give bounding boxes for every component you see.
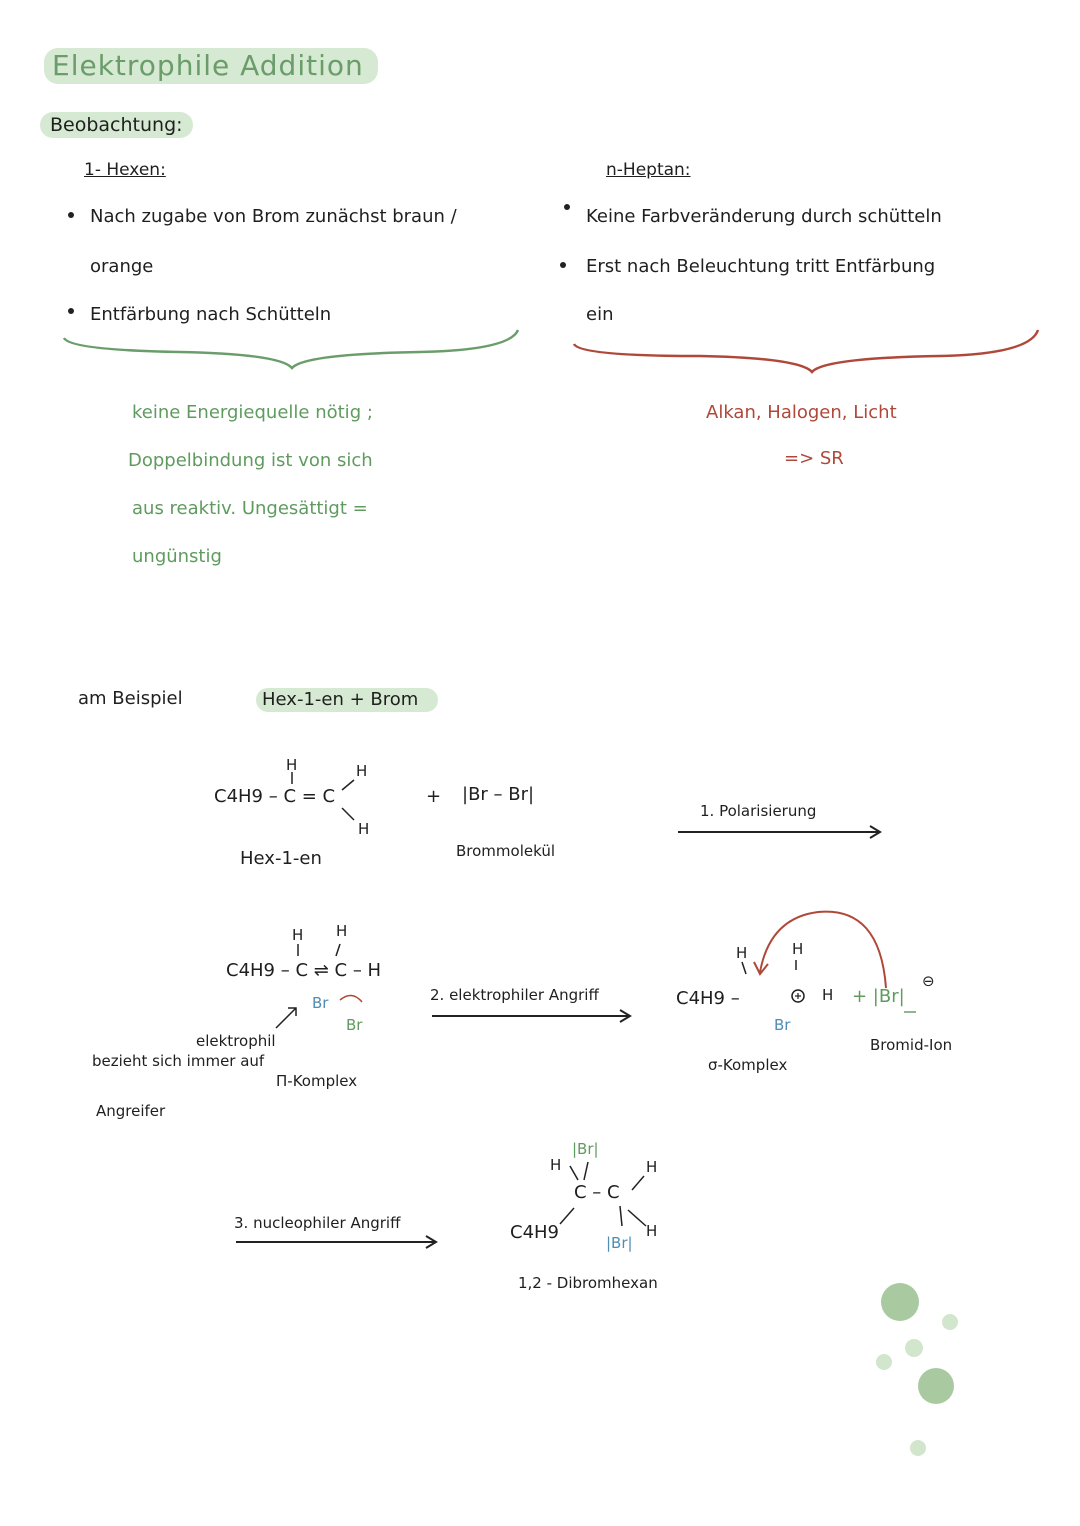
heptane-observation-3: ein	[586, 304, 614, 325]
electrophile-label: elektrophil	[196, 1032, 276, 1050]
heptane-observation-2: Erst nach Beleuchtung tritt Entfärbung	[586, 256, 936, 277]
decorative-dots	[876, 1283, 958, 1456]
product-bromine-top: |Br|	[572, 1140, 599, 1158]
step-1-label: 1. Polarisierung	[700, 802, 817, 820]
bromide-charge: ⊖	[922, 972, 935, 990]
hexene-h-lower: H	[358, 820, 370, 838]
hexene-formula: C4H9 – C = C	[214, 786, 336, 807]
bromide-name: Bromid-Ion	[870, 1036, 953, 1054]
pi-complex-formula: C4H9 – C ⇌ C – H	[226, 960, 382, 981]
hexene-conclusion-2: Doppelbindung ist von sich	[128, 450, 373, 471]
pi-h-1: H	[292, 926, 304, 944]
sigma-bromine: Br	[774, 1016, 791, 1034]
product-bond: C – C	[574, 1182, 620, 1203]
product-h-1: H	[550, 1156, 562, 1174]
hexene-conclusion-1: keine Energiequelle nötig ;	[132, 402, 373, 423]
hexene-observation-2: orange	[90, 256, 154, 277]
page-title: Elektrophile Addition	[44, 48, 378, 84]
step-3-label: 3. nucleophiler Angriff	[234, 1214, 401, 1232]
bromine-formula: |Br – Br|	[462, 784, 535, 805]
note-line-1: bezieht sich immer auf	[92, 1052, 265, 1070]
hexene-h-top: H	[286, 756, 298, 774]
product-alkyl: C4H9	[510, 1222, 560, 1243]
pi-h-2: H	[336, 922, 348, 940]
observation-label: Beobachtung:	[40, 112, 193, 138]
heptane-observation-1: Keine Farbveränderung durch schütteln	[586, 206, 942, 227]
step-2-label: 2. elektrophiler Angriff	[430, 986, 599, 1004]
sigma-formula: C4H9 –	[676, 988, 740, 1009]
hexene-observation-3: Entfärbung nach Schütteln	[90, 304, 332, 325]
example-prefix: am Beispiel	[78, 688, 183, 709]
heptane-heading: n-Heptan:	[606, 160, 691, 180]
bromide-formula: + |Br|	[852, 986, 905, 1007]
hexene-conclusion-3: aus reaktiv. Ungesättigt =	[132, 498, 368, 519]
product-h-2: H	[646, 1158, 658, 1176]
note-line-2: Angreifer	[96, 1102, 166, 1120]
sigma-h-3: H	[822, 986, 834, 1004]
pi-complex-name: Π-Komplex	[276, 1072, 358, 1090]
hexene-conclusion-4: ungünstig	[132, 546, 222, 567]
heptane-conclusion-2: => SR	[784, 448, 844, 469]
product-h-3: H	[646, 1222, 658, 1240]
sigma-h-1: H	[736, 944, 748, 962]
sigma-complex-name: σ-Komplex	[708, 1056, 788, 1074]
hexene-name: Hex-1-en	[240, 848, 322, 869]
hexene-heading: 1- Hexen:	[84, 160, 166, 180]
plus-sign: +	[426, 786, 442, 807]
pi-bromine-2: Br	[346, 1016, 363, 1034]
heptane-conclusion-1: Alkan, Halogen, Licht	[706, 402, 897, 423]
hexene-observation-1: Nach zugabe von Brom zunächst braun /	[90, 206, 457, 227]
pi-bromine-1: Br	[312, 994, 329, 1012]
hexene-h-upper: H	[356, 762, 368, 780]
example-reaction: Hex-1-en + Brom	[256, 688, 438, 712]
bromine-name: Brommolekül	[456, 842, 556, 860]
product-bromine-bottom: |Br|	[606, 1234, 633, 1252]
product-name: 1,2 - Dibromhexan	[518, 1274, 658, 1292]
sigma-h-2: H	[792, 940, 804, 958]
